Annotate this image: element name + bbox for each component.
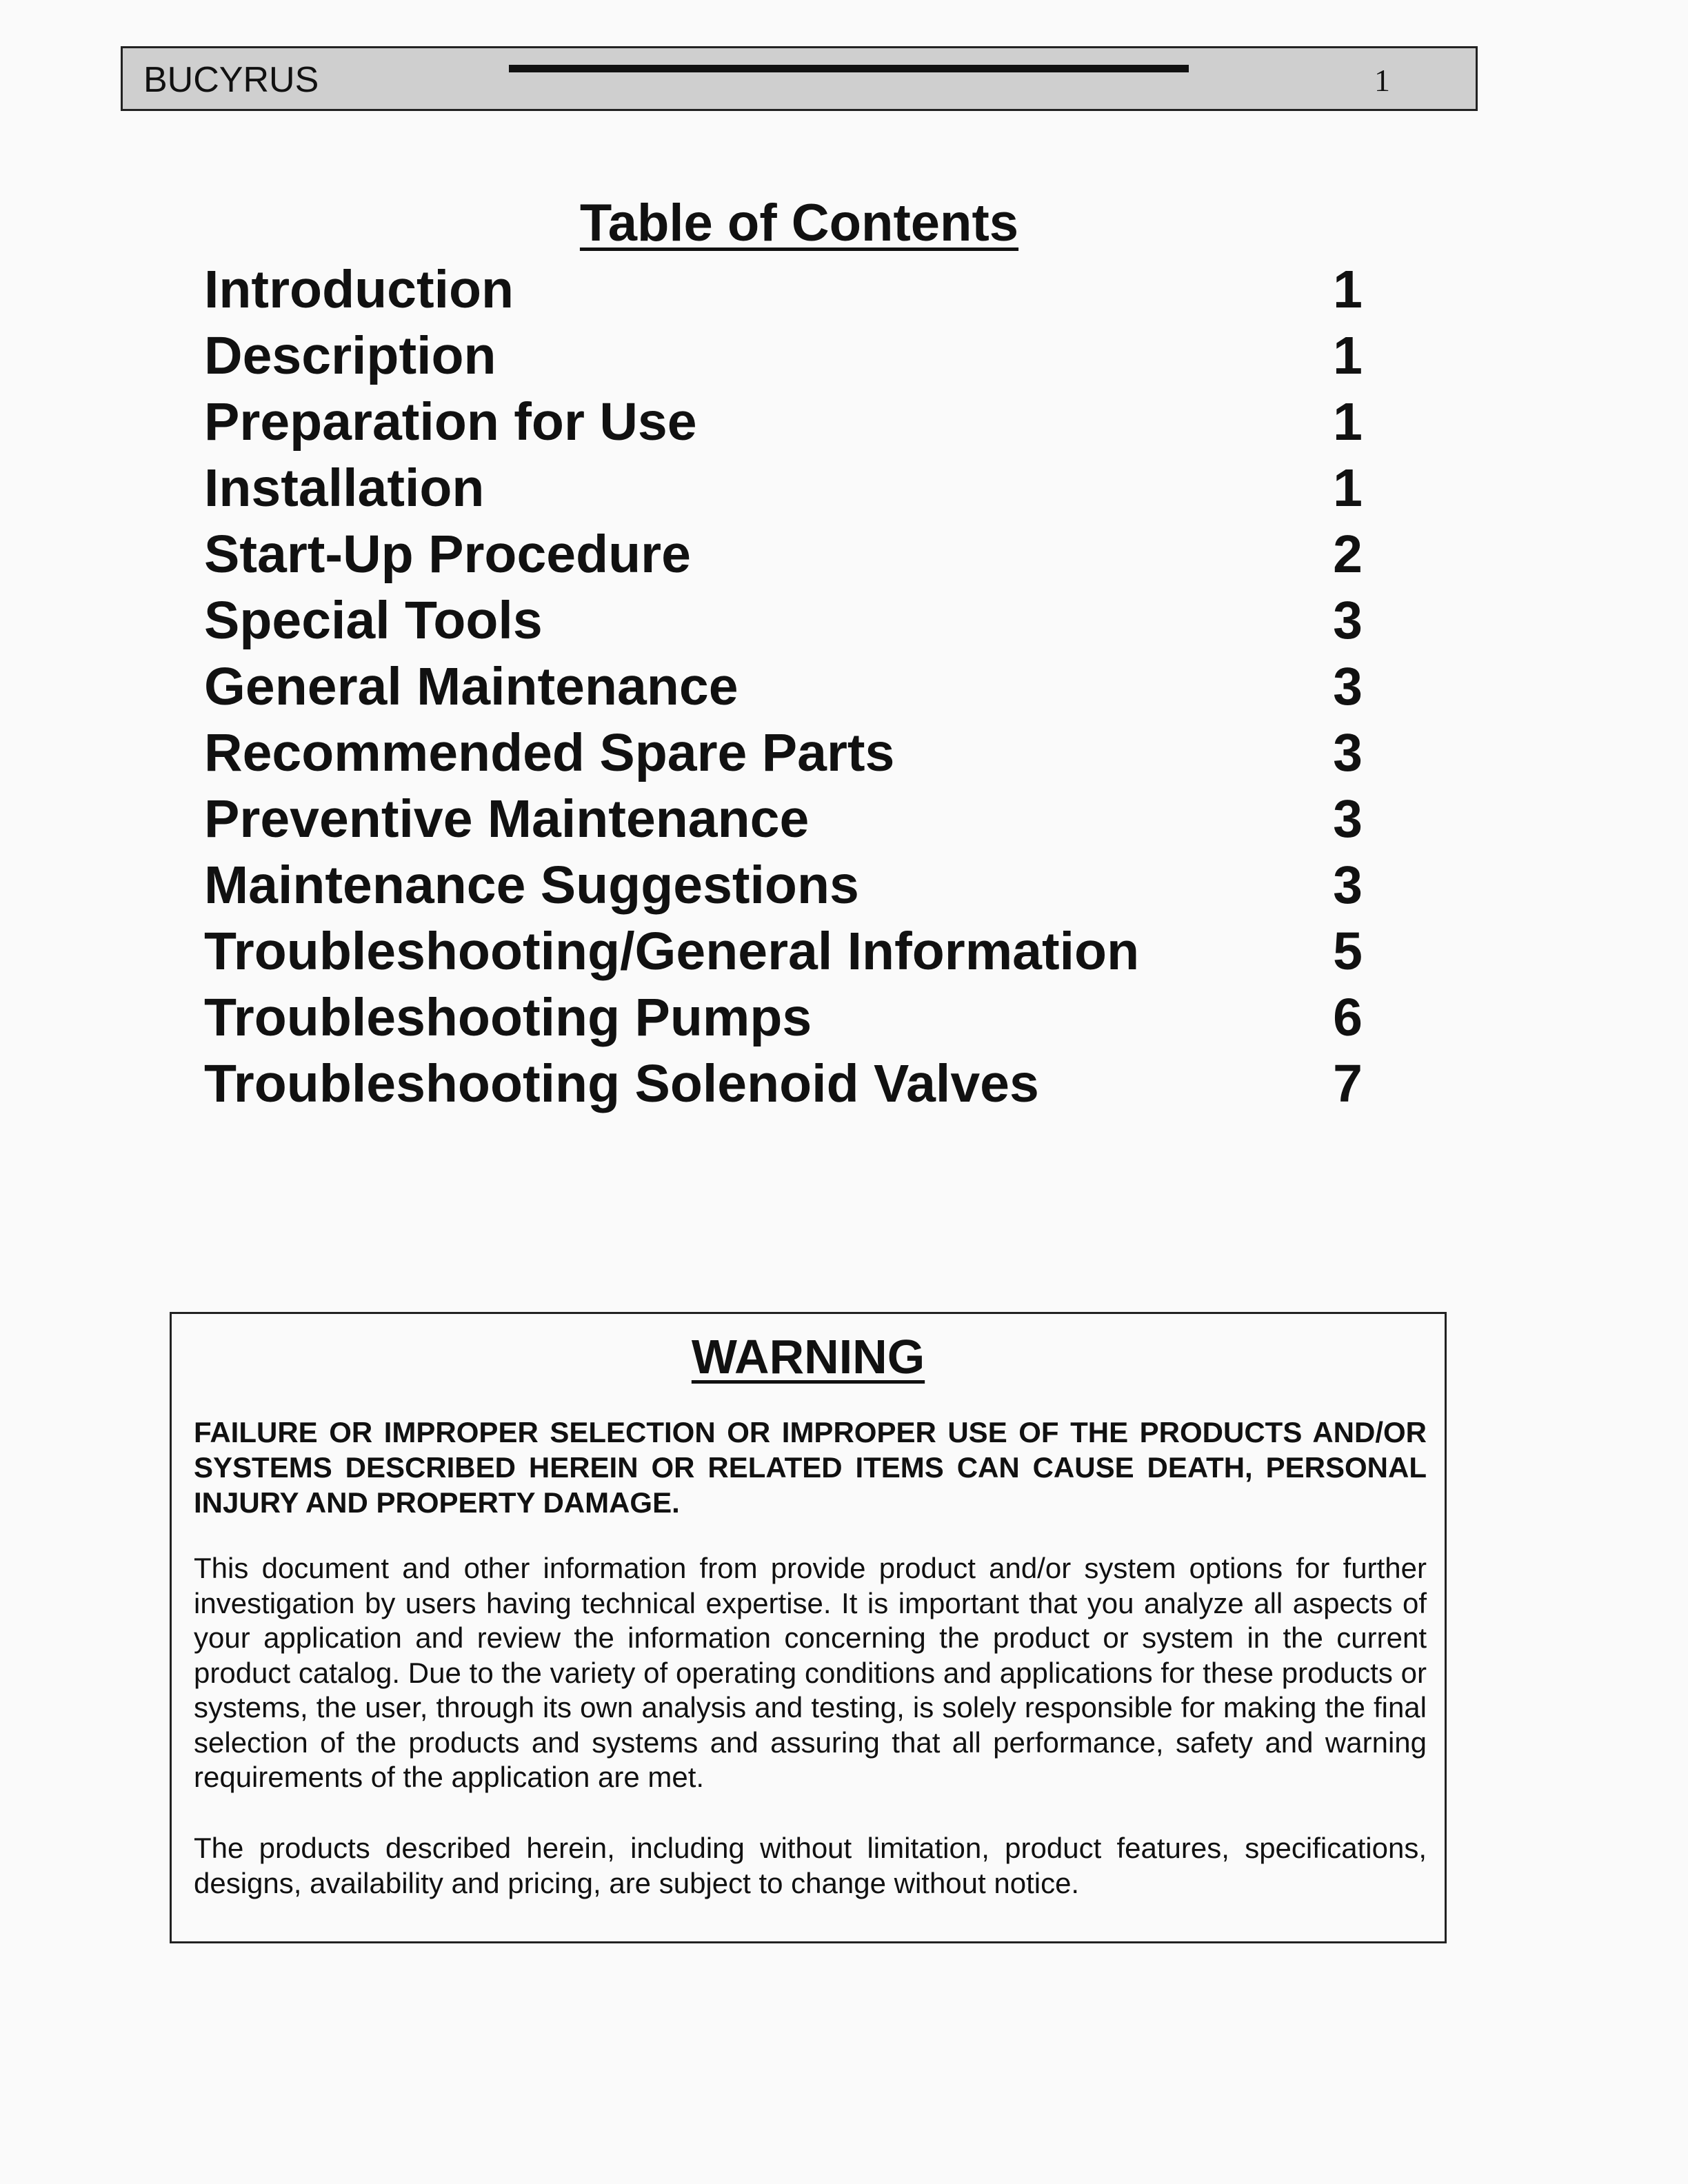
- toc-entry: [204, 323, 1363, 389]
- toc-entry-label: Troubleshooting Solenoid Valves: [204, 1054, 1039, 1113]
- toc-entry: [204, 852, 1363, 918]
- toc-entry-page: 1: [1333, 260, 1363, 319]
- header-rule: [509, 65, 1189, 72]
- page-header: [121, 46, 1478, 111]
- toc-entry-label: Installation: [204, 458, 485, 518]
- warning-box: [170, 1312, 1447, 1943]
- warning-caps-text: FAILURE OR IMPROPER SELECTION OR IMPROPER USE OF THE PRODUCTS AND/OR SYSTEMS DESCRIBED HEREIN OR RELATED ITEMS CAN CAUSE DEATH, PERSONAL INJURY AND PROPERTY DAMAGE.: [194, 1416, 1427, 1519]
- toc-entry-page: 1: [1333, 458, 1363, 518]
- toc-entry: [204, 786, 1363, 852]
- toc-entry-label: Description: [204, 326, 496, 385]
- toc-entry: [204, 984, 1363, 1051]
- toc-entry-page: 7: [1333, 1054, 1363, 1113]
- toc-entry: [204, 1051, 1363, 1117]
- toc-entry-label: Special Tools: [204, 591, 543, 650]
- toc-entry-label: Start-Up Procedure: [204, 525, 691, 584]
- toc-entry-label: Maintenance Suggestions: [204, 856, 859, 915]
- toc-entry: [204, 256, 1363, 323]
- toc-entry-label: Recommended Spare Parts: [204, 723, 895, 782]
- toc-entry-page: 3: [1333, 591, 1363, 650]
- toc-entry-page: 3: [1333, 723, 1363, 782]
- toc-list: [204, 256, 1363, 1117]
- toc-entry-label: General Maintenance: [204, 657, 738, 716]
- header-brand: BUCYRUS: [143, 60, 319, 100]
- warning-paragraph: This document and other information from provide product and/or system options for further investigation by users having technical expertise. It is important that you analyze all aspects of your application and review the information concerning the product or system in the current product catalog. Due to the variety of operating conditions and applications for these products or systems, the user, through its own analysis and testing, is solely responsible for making the final selection of the products and systems and assuring that all performance, safety and warning requirements of the application are met.: [194, 1552, 1427, 1793]
- toc-entry-label: Troubleshooting/General Information: [204, 922, 1140, 981]
- header-page-number: 1: [1374, 63, 1390, 98]
- warning-title: WARNING: [691, 1330, 925, 1384]
- toc-entry: [204, 918, 1363, 984]
- toc-entry-page: 3: [1333, 856, 1363, 915]
- toc-entry-page: 2: [1333, 525, 1363, 584]
- toc-entry-page: 1: [1333, 326, 1363, 385]
- toc-entry: [204, 654, 1363, 720]
- toc-entry-label: Troubleshooting Pumps: [204, 988, 812, 1047]
- toc-entry-page: 1: [1333, 392, 1363, 452]
- toc-entry: [204, 389, 1363, 455]
- toc-entry-label: Preparation for Use: [204, 392, 697, 452]
- warning-paragraph: The products described herein, including without limitation, product features, specifications, designs, availability and pricing, are subject to change without notice.: [194, 1832, 1427, 1899]
- toc-entry-label: Introduction: [204, 260, 514, 319]
- toc-entry-page: 5: [1333, 922, 1363, 981]
- toc-entry: [204, 587, 1363, 654]
- toc-entry-page: 3: [1333, 789, 1363, 849]
- toc-entry-page: 6: [1333, 988, 1363, 1047]
- toc-entry-page: 3: [1333, 657, 1363, 716]
- toc-entry: [204, 521, 1363, 587]
- toc-title: Table of Contents: [579, 194, 1019, 252]
- toc-entry-label: Preventive Maintenance: [204, 789, 810, 849]
- toc-entry: [204, 720, 1363, 786]
- toc-entry: [204, 455, 1363, 521]
